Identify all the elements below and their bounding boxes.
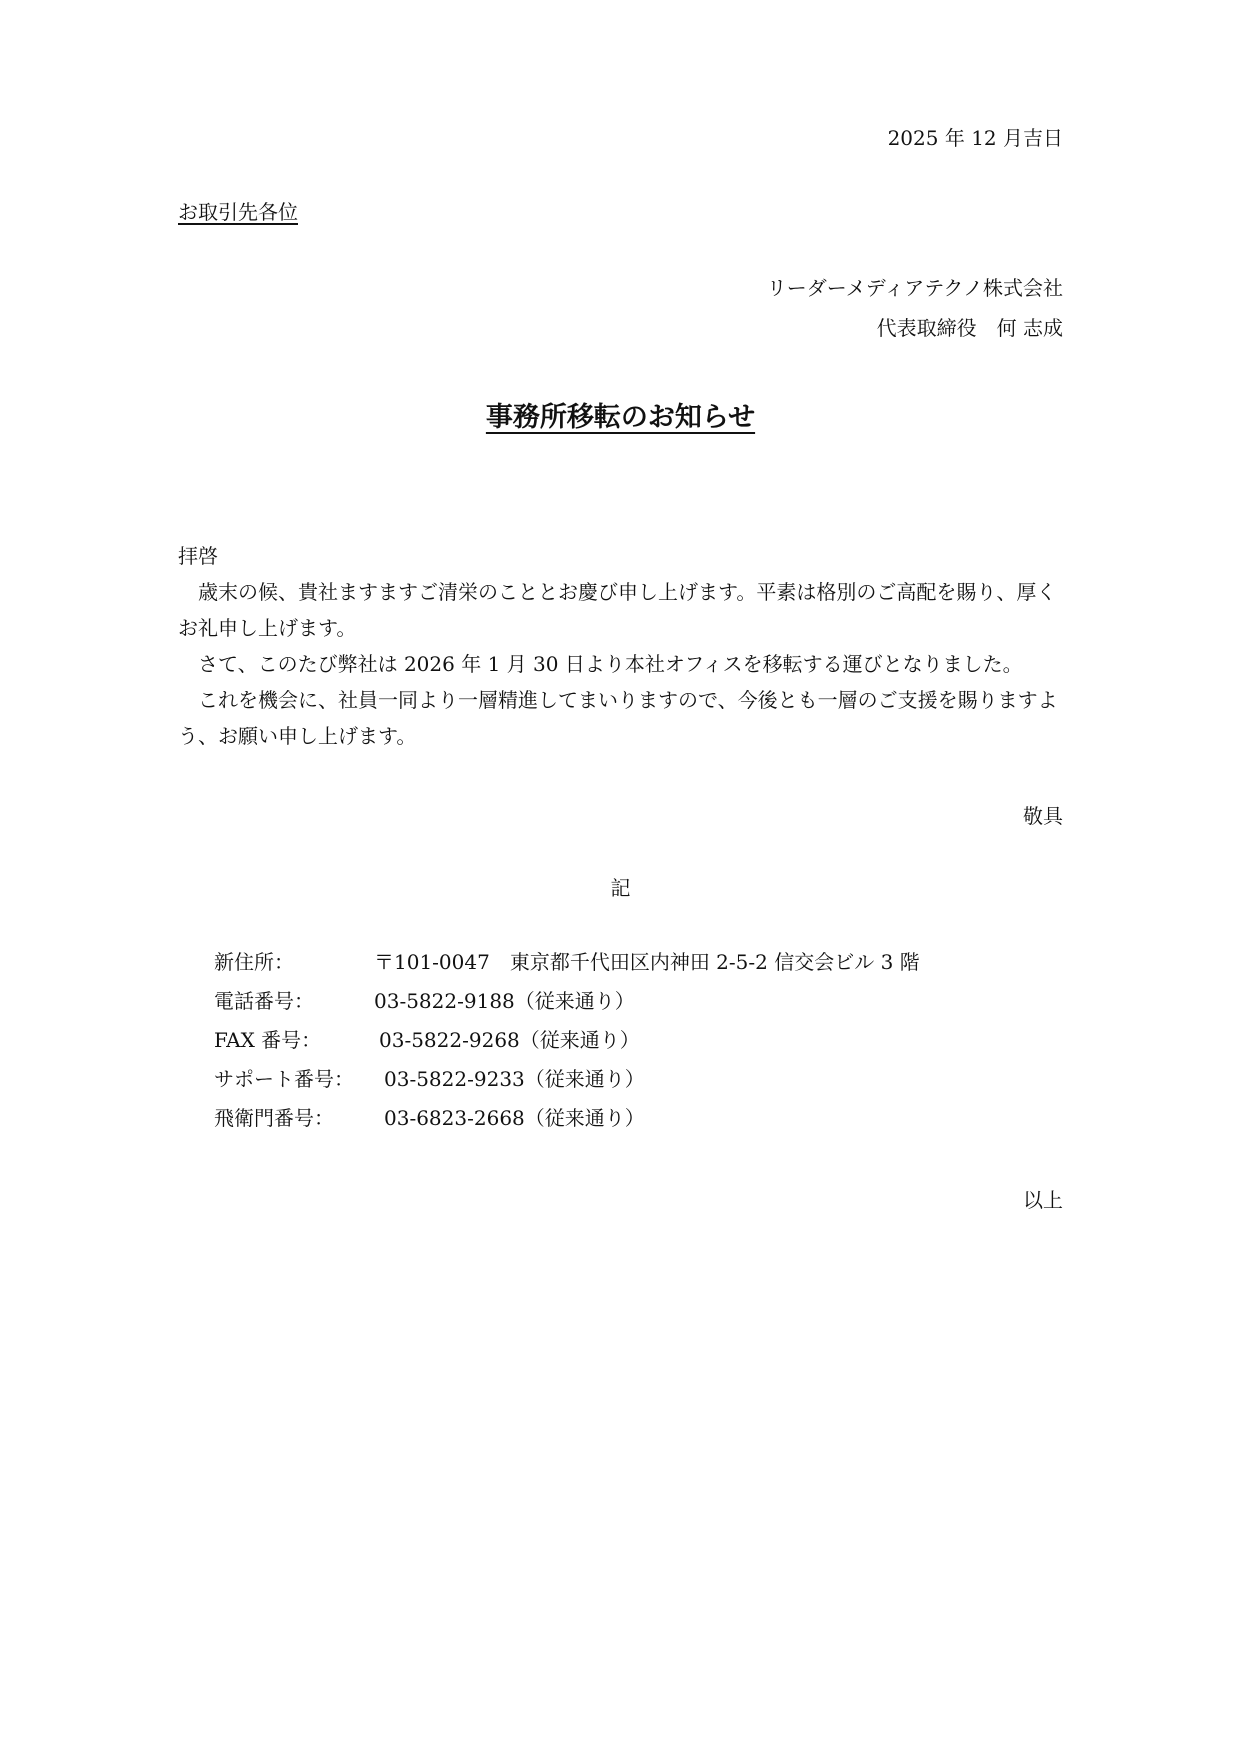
end-remark: 以上 bbox=[1023, 1188, 1063, 1212]
document-title: 事務所移転のお知らせ bbox=[485, 402, 756, 433]
detail-value: 03-6823-2668（従来通り） bbox=[384, 1106, 645, 1130]
detail-label: 飛衛門番号： bbox=[214, 1106, 334, 1130]
sender-representative: 代表取締役 何 志成 bbox=[876, 316, 1063, 340]
detail-label: FAX 番号： bbox=[214, 1028, 322, 1052]
recipient: お取引先各位 bbox=[178, 200, 298, 224]
detail-label: 新住所： bbox=[214, 950, 294, 974]
body-paragraph: これを機会に、社員一同より一層精進してまいりますので、今後とも一層のご支援を賜りますよう、お願い申し上げます。 bbox=[178, 688, 1058, 748]
body-paragraph: 歳末の候、貴社ますますご清栄のこととお慶び申し上げます。平素は格別のご高配を賜り、厚くお礼申し上げます。 bbox=[178, 580, 1057, 640]
letter-body bbox=[178, 538, 1063, 754]
detail-value: 〒101-0047 東京都千代田区内神田 2-5-2 信交会ビル 3 階 bbox=[374, 950, 920, 974]
closing-remark: 敬具 bbox=[1023, 804, 1063, 828]
salutation: 拝啓 bbox=[178, 544, 218, 568]
detail-value: 03-5822-9188（従来通り） bbox=[374, 989, 635, 1013]
ki-heading: 記 bbox=[610, 876, 631, 900]
detail-value: 03-5822-9268（従来通り） bbox=[379, 1028, 640, 1052]
body-paragraph: さて、このたび弊社は 2026 年 1 月 30 日より本社オフィスを移転する運びとなりました。 bbox=[198, 652, 1023, 676]
detail-value: 03-5822-9233（従来通り） bbox=[384, 1067, 645, 1091]
letter-date: 2025 年 12 月吉日 bbox=[887, 126, 1063, 150]
sender-company: リーダーメディアテクノ株式会社 bbox=[766, 276, 1063, 300]
detail-label: サポート番号： bbox=[214, 1067, 354, 1091]
detail-label: 電話番号： bbox=[214, 989, 314, 1013]
